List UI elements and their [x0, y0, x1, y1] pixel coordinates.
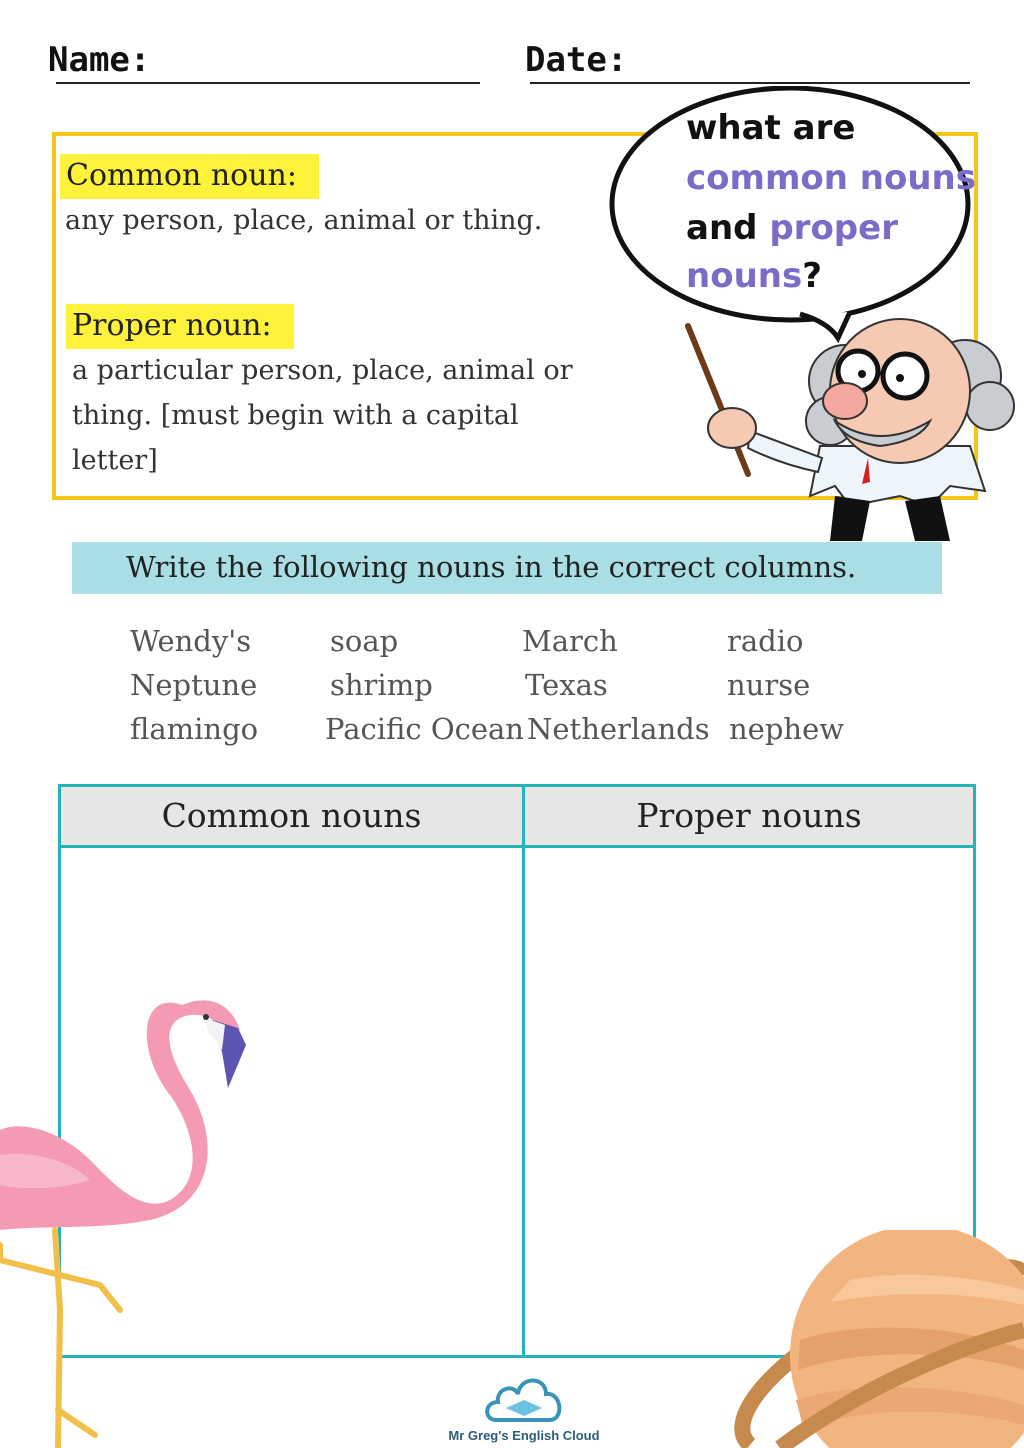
flamingo-illustration — [0, 980, 260, 1448]
bubble-line-1: what are — [686, 108, 856, 148]
date-line[interactable] — [530, 82, 970, 84]
word-bank-item: radio — [727, 624, 804, 658]
bubble-line-3 — [686, 204, 898, 252]
bubble-word-nouns: nouns — [686, 256, 803, 296]
proper-noun-definition-line: a particular person, place, animal or — [72, 355, 573, 386]
date-label: Date: — [525, 40, 628, 80]
proper-noun-definition-line: letter] — [72, 445, 158, 476]
word-bank-item: flamingo — [130, 712, 259, 746]
word-bank-item: shrimp — [330, 668, 433, 702]
word-bank-item: Pacific Ocean — [325, 712, 524, 746]
hand — [708, 408, 756, 448]
bubble-word-proper: proper — [769, 208, 898, 248]
proper-noun-label: Proper noun: — [66, 304, 294, 349]
common-noun-definition: any person, place, animal or thing. — [65, 205, 543, 236]
bubble-line-4 — [686, 252, 822, 300]
name-label: Name: — [48, 40, 151, 80]
name-line[interactable] — [56, 82, 480, 84]
bubble-line-2: common nouns — [686, 158, 976, 198]
bubble-question-mark: ? — [802, 256, 822, 296]
word-bank-item: nephew — [729, 712, 845, 746]
footer-logo-text: Mr Greg's English Cloud — [448, 1428, 600, 1443]
instruction-bar: Write the following nouns in the correct columns. — [72, 542, 942, 594]
pointer-stick — [688, 326, 748, 474]
word-bank-item: nurse — [727, 668, 811, 702]
word-bank-item: March — [522, 624, 618, 658]
column-header-proper: Proper nouns — [525, 787, 973, 845]
planet-illustration — [720, 1230, 1024, 1448]
arm — [748, 431, 822, 472]
word-bank-item: Texas — [525, 668, 608, 702]
bubble-word-and: and — [686, 208, 758, 248]
column-header-common: Common nouns — [61, 787, 522, 845]
legs — [830, 496, 950, 541]
word-bank-item: Neptune — [130, 668, 258, 702]
word-bank-item: Netherlands — [527, 712, 710, 746]
word-bank-item: soap — [330, 624, 399, 658]
word-bank-item: Wendy's — [130, 624, 252, 658]
proper-noun-definition-line: thing. [must begin with a capital — [72, 400, 519, 431]
common-noun-label: Common noun: — [60, 154, 319, 199]
cloud-logo-icon — [482, 1366, 566, 1426]
